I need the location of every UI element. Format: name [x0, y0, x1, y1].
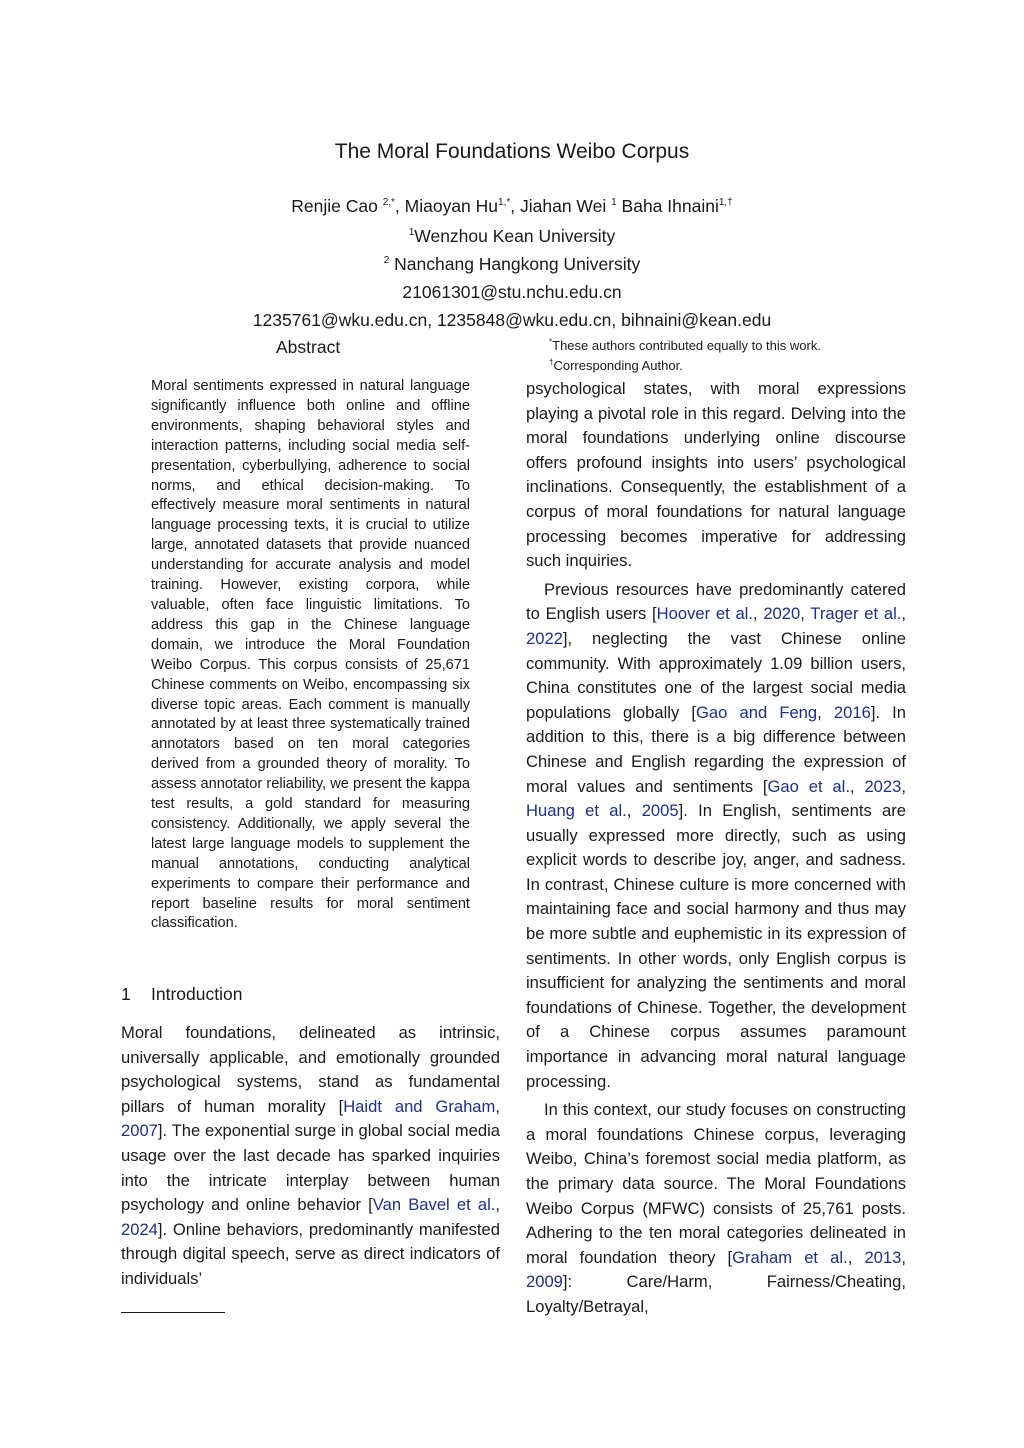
citation-link[interactable]: 2009 [526, 1272, 563, 1292]
citation-link[interactable]: 2020 [763, 604, 801, 624]
text-run: In this context, our study focuses on constructing a moral foundations Chinese corpus, leveraging Weibo, China’s foremost social media platform, as the primary data source. The Moral Foundations Weibo Corpus (MFWC) consists of 25,761 posts. Adhering to the ten moral categories delineated in moral foundation theory [ [526, 1100, 906, 1267]
citation-link[interactable]: Haidt and Graham [343, 1096, 496, 1116]
author-name: Baha Ihnaini [616, 196, 719, 216]
text-run: ], neglecting the vast Chinese online community. With approximately 1.09 billion users, China constitutes one of the largest social media populations globally [ [526, 628, 906, 722]
footnote-text: Corresponding Author. [553, 358, 683, 373]
text-run: ]: Care/Harm, Fairness/Cheating, Loyalty/Betrayal, [526, 1272, 906, 1316]
text-run: ]. The exponential surge in global social media usage over the last decade has sparked inquiries into the intricate interplay between human psychology and online behavior [ [121, 1121, 500, 1215]
affiliation-marker: 2 [383, 255, 390, 267]
citation-link[interactable]: 2013 [864, 1247, 902, 1267]
author-superscript: 1,* [498, 197, 511, 209]
citation-link[interactable]: Gao and Feng [696, 702, 818, 722]
body-paragraph [526, 578, 906, 1094]
citation-link[interactable]: 2024 [121, 1219, 158, 1239]
paper-title: The Moral Foundations Weibo Corpus [334, 140, 690, 163]
text-run: ]. In English, sentiments are usually expressed more directly, such as using explicit words to describe joy, anger, and sadness. In contrast, Chinese culture is more concerned with maintaining face and social harmony and thus may be more subtle and euphemistic in its expression of sentiments. In other words, only English corpus is insufficient for analyzing the sentiments and moral foundations of Chinese. Together, the development of a Chinese corpus assumes paramount importance in advancing moral natural language processing. [526, 801, 906, 1091]
author-list [0, 196, 1024, 217]
affiliation-text: Nanchang Hangkong University [389, 254, 641, 274]
affiliation-2 [0, 254, 1024, 275]
footnote-mark: † [549, 357, 554, 367]
footnote-mark: * [549, 337, 553, 347]
section-title: Introduction [151, 984, 243, 1004]
affiliation-text: Wenzhou Kean University [414, 226, 616, 246]
footnote-text: These authors contributed equally to this work. [552, 338, 821, 353]
text-run: , [626, 801, 642, 821]
text-run: , [495, 1195, 500, 1215]
text-run: , [817, 702, 834, 722]
citation-link[interactable]: 2022 [526, 628, 563, 648]
right-column-text [526, 377, 906, 1320]
left-column-text [121, 1021, 500, 1292]
text-run: Moral foundations, delineated as intrinsic, universally applicable, and emotionally grounded psychological systems, stand as fundamental pillars of human morality [ [121, 1023, 500, 1116]
citation-link[interactable]: 2023 [864, 776, 902, 796]
author-name: Renjie Cao [291, 196, 383, 216]
body-paragraph [526, 1098, 906, 1319]
author-superscript: 2,* [382, 197, 395, 209]
text-run: , [752, 604, 764, 624]
body-paragraph: psychological states, with moral expressions playing a pivotal role in this regard. Delving into the moral foundations underlying online discourse offers profound insights into users’ psychological inclinations. Consequently, the establishment of a corpus of moral foundations for natural language processing becomes imperative for addressing such inquiries. [526, 379, 906, 571]
equal-contribution-footnote [549, 336, 839, 376]
author-name: , Miaoyan Hu [394, 196, 499, 216]
text-run: ]. In addition to this, there is a big difference between Chinese and English regarding the expression of moral values and sentiments [ [526, 702, 906, 796]
citation-link[interactable]: 2016 [833, 702, 871, 722]
abstract-heading: Abstract [276, 337, 341, 357]
section-number: 1 [121, 984, 131, 1004]
citation-link[interactable]: 2005 [641, 801, 679, 821]
text-run: Previous resources have predominantly catered to English users [ [526, 579, 906, 624]
text-run: ]. Online behaviors, predominantly manifested through digital speech, serve as direct indicators of individuals’ [121, 1219, 500, 1288]
citation-link[interactable]: Van Bavel et al. [372, 1195, 496, 1215]
citation-link[interactable]: Trager et al. [810, 604, 902, 624]
text-run: , [847, 1247, 865, 1267]
citation-link[interactable]: 2007 [121, 1121, 158, 1141]
citation-link[interactable]: Gao et al. [767, 776, 850, 796]
email-line-1: 21061301@stu.nchu.edu.cn [402, 282, 622, 302]
intro-paragraph [121, 1021, 500, 1292]
text-run: , [901, 776, 906, 796]
affiliation-marker: 1 [408, 227, 415, 239]
text-run: , [901, 604, 907, 624]
text-run: , [849, 776, 865, 796]
abstract-body: Moral sentiments expressed in natural language significantly influence both online and offline environments, shaping behavioral styles and interaction patterns, including social media self-presentation, cyberbullying, adherence to social norms, and ethical decision-making. To effectively measure moral sentiments in natural language processing texts, it is crucial to utilize large, annotated datasets that provide nuanced understanding for accurate analysis and model training. However, existing corpora, while valuable, often face linguistic limitations. To address this gap in the Chinese language domain, we introduce the Moral Foundation Weibo Corpus. This corpus consists of 25,671 Chinese comments on Weibo, encompassing six diverse topic areas. Each comment is manually annotated by at least three systematically trained annotators based on ten moral categories derived from a grounded theory of morality. To assess annotator reliability, we present the kappa test results, a gold standard for measuring consistency. Additionally, we apply several the latest large language models to supplement the manual annotations, conducting analytical experiments to compare their performance and report baseline results for moral sentiment classification. [151, 378, 470, 932]
email-line-2: 1235761@wku.edu.cn, 1235848@wku.edu.cn, bihnaini@kean.edu [252, 310, 772, 330]
text-run: , [800, 604, 811, 624]
citation-link[interactable]: Graham et al. [732, 1247, 848, 1267]
footnote-divider [121, 1312, 225, 1313]
affiliation-1 [0, 226, 1024, 247]
section-heading [121, 984, 242, 1005]
author-superscript: 1,† [718, 197, 733, 209]
author-name: , Jiahan Wei [510, 196, 612, 216]
text-run: , [495, 1096, 500, 1116]
citation-link[interactable]: Huang et al. [526, 801, 627, 821]
author-superscript: 1 [611, 197, 617, 209]
text-run: , [901, 1247, 906, 1267]
citation-link[interactable]: Hoover et al. [656, 604, 753, 624]
